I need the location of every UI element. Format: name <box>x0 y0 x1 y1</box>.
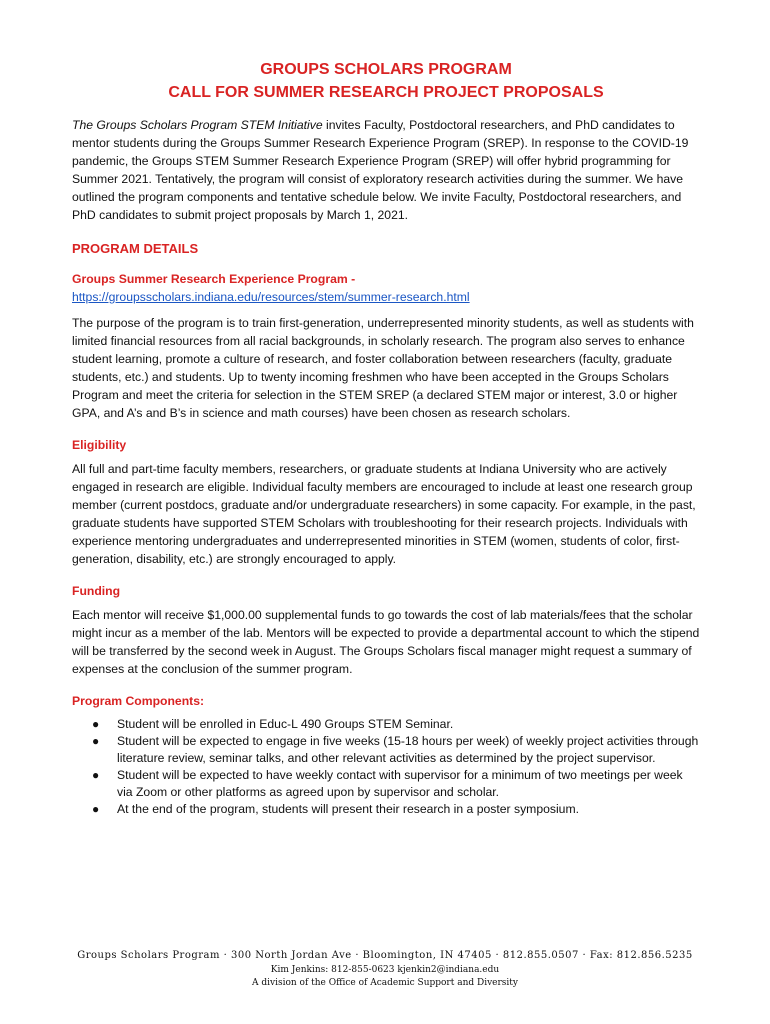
document-page <box>72 58 700 818</box>
funding-heading: Funding <box>72 584 121 598</box>
bullet-icon: ● <box>92 768 100 782</box>
list-item: ● Student will be enrolled in Educ-L 490 Groups STEM Seminar. <box>92 717 454 731</box>
intro-paragraph <box>72 116 700 224</box>
page-title-line1: GROUPS SCHOLARS PROGRAM <box>260 61 512 78</box>
eligibility-paragraph: All full and part-time faculty members, researchers, or graduate students at Indiana University who are actively engaged in research are eligible. Individual faculty members are encouraged to include at least one research group member (current postdocs, graduate and/or undergraduate researchers) in some capacity. For example, in the past, graduate students have supported STEM Scholars with troubleshooting for their research projects. Individuals with experience mentoring undergraduates and underrepresented minorities in STEM (women, students of color, first-generation, disability, etc.) are strongly encouraged to apply. <box>72 462 696 566</box>
bullet-icon: ● <box>92 717 100 731</box>
purpose-paragraph: The purpose of the program is to train first-generation, underrepresented minority students, as well as students with limited financial resources from all racial backgrounds, in scholarly research. The program also serves to enhance student learning, promote a culture of research, and foster collaboration between researchers (faculty, graduate students, etc.) and students. Up to twenty incoming freshmen who have been accepted in the Groups Scholars Program and meet the criteria for selection in the STEM SREP (a declared STEM major or interest, 3.0 or higher GPA, and A’s and B’s in science and math courses) have been chosen as research scholars. <box>72 316 694 420</box>
bullet-icon: ● <box>92 734 100 748</box>
funding-paragraph: Each mentor will receive $1,000.00 supplemental funds to go towards the cost of lab materials/fees that the scholar might incur as a member of the lab. Mentors will be expected to provide a departmental account to which the stipend will be transferred by the second week in August. The Groups Scholars fiscal manager might request a summary of expenses at the conclusion of the summer program. <box>72 608 700 676</box>
footer-address: Groups Scholars Program · 300 North Jordan Ave · Bloomington, IN 47405 · 812.855.0507 · Fax: 812.856.5235 <box>77 950 693 961</box>
bullet-icon: ● <box>92 802 100 816</box>
list-item: ● Student will be expected to engage in five weeks (15-18 hours per week) of weekly project activities through literature review, seminar talks, and other relevant activities as determined by the project supervisor. <box>92 734 699 765</box>
program-details-heading: PROGRAM DETAILS <box>72 241 199 256</box>
footer-division: A division of the Office of Academic Support and Diversity <box>251 978 518 988</box>
srep-heading: Groups Summer Research Experience Program - <box>72 272 356 286</box>
components-list <box>72 716 700 818</box>
list-item: ● Student will be expected to have weekly contact with supervisor for a minimum of two meetings per week via Zoom or other platforms as agreed upon by supervisor and scholar. <box>92 768 683 799</box>
intro-lead: The Groups Scholars Program STEM Initiative <box>72 118 323 132</box>
components-heading: Program Components: <box>72 694 205 708</box>
eligibility-heading: Eligibility <box>72 438 127 452</box>
srep-link[interactable]: https://groupsscholars.indiana.edu/resources/stem/summer-research.html <box>72 290 470 304</box>
list-item: ● At the end of the program, students will present their research in a poster symposium. <box>92 802 579 816</box>
intro-body: invites Faculty, Postdoctoral researchers, and PhD candidates to mentor students during the Groups Summer Research Experience Program (SREP). In response to the COVID-19 pandemic, the Groups STEM Summer Research Experience Program (SREP) will offer hybrid programming for Summer 2021. Tentatively, the program will consist of exploratory research activities during the summer. We have outlined the program components and tentative schedule below. We invite Faculty, Postdoctoral researchers, and PhD candidates to submit project proposals by March 1, 2021. <box>72 118 689 222</box>
footer-contact: Kim Jenkins: 812-855-0623 kjenkin2@indiana.edu <box>270 965 500 975</box>
page-title-line2: CALL FOR SUMMER RESEARCH PROJECT PROPOSALS <box>168 84 604 101</box>
